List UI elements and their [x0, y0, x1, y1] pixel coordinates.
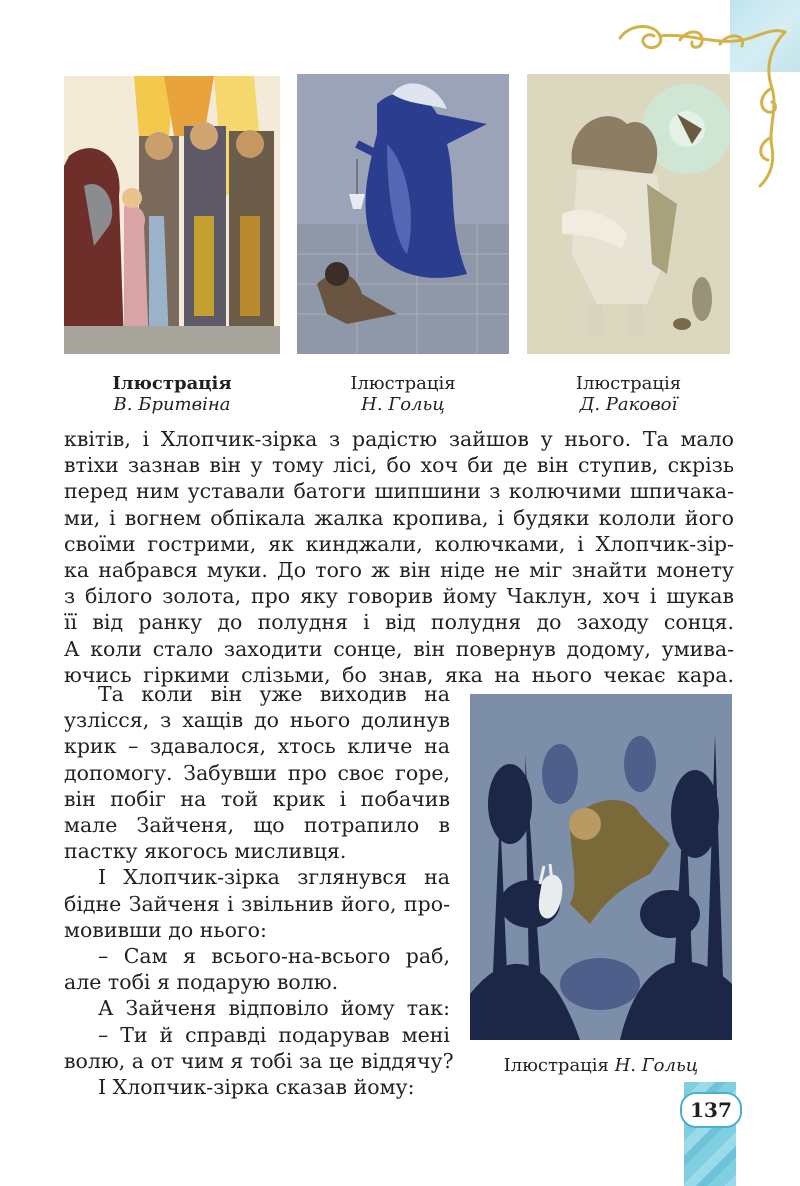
text-line: ючись гіркими слізьми, бо знав, яка на нього чекає кара.: [64, 662, 734, 687]
caption-author: Н. Гольц: [614, 1055, 699, 1076]
caption-author: Д. Ракової: [579, 394, 678, 415]
text-line: перед ним уставали батоги шипшини з колючими шпичака-: [64, 479, 734, 504]
text-line: крик – здавалося, хтось кличе на: [64, 734, 450, 759]
illustration-britvina: [64, 76, 280, 354]
caption-label: Ілюстрація: [350, 373, 456, 394]
text-line: І Хлопчик-зірка зглянувся на: [98, 865, 450, 890]
text-line: своїми гострими, як кинджали, колючками, і Хлопчик-зір-: [64, 531, 734, 556]
text-line: ми, і вогнем обпікала жалка кропива, і будяки кололи його: [64, 505, 734, 530]
text-line: допомогу. Забувши про своє горе,: [64, 760, 450, 785]
text-line: пастку якогось мисливця.: [64, 839, 347, 864]
story-column: [64, 681, 454, 1100]
text-line: А Зайченя відповіло йому так:: [98, 996, 450, 1021]
dialogue-line: – Сам я всього-на-всього раб,: [98, 944, 450, 969]
main-paragraph: [64, 426, 734, 688]
caption-author: В. Бритвіна: [113, 394, 231, 415]
text-line: Та коли він уже виходив на: [98, 682, 450, 706]
illustration-golts-1: [297, 74, 509, 354]
dialogue-line: – Ти й справді подарував мені: [98, 1022, 450, 1047]
page-number: 137: [680, 1092, 742, 1128]
illustration-golts-2: [470, 694, 732, 1040]
text-line: він побіг на той крик і побачив: [64, 786, 450, 811]
caption-illustration-3: [527, 373, 730, 415]
text-line: А коли стало заходити сонце, він повернув додому, умива-: [64, 636, 734, 661]
illustration-rakova: [527, 74, 730, 354]
text-line: волю, а от чим я тобі за це віддячу?: [64, 1048, 454, 1073]
text-line: квітів, і Хлопчик-зірка з радістю зайшов у нього. Та мало: [64, 427, 734, 451]
text-line: мале Зайченя, що потрапило в: [64, 813, 450, 838]
caption-label: Ілюстрація: [112, 373, 232, 394]
caption-illustration-4: [470, 1055, 732, 1076]
caption-author: Н. Гольц: [361, 394, 445, 415]
text-line: бідне Зайченя і звільнив його, про-: [64, 891, 450, 916]
text-line: мовивши до нього:: [64, 917, 267, 942]
caption-illustration-1: [64, 373, 280, 415]
caption-label: Ілюстрація: [503, 1055, 609, 1076]
text-line: узлісся, з хащів до нього долинув: [64, 708, 450, 733]
text-line: з білого золота, про яку говорив йому Чаклун, хоч і шукав: [64, 584, 734, 609]
caption-label: Ілюстрація: [575, 373, 682, 394]
text-line: ка набрався муки. До того ж він ніде не міг знайти монету: [64, 558, 734, 583]
caption-illustration-2: [297, 373, 509, 415]
text-line: але тобі я подарую волю.: [64, 970, 339, 995]
text-line: її від ранку до полудня і від полудня до заходу сонця.: [64, 610, 734, 635]
text-line: І Хлопчик-зірка сказав йому:: [98, 1075, 415, 1100]
text-line: втіхи зазнав він у тому лісі, бо хоч би де він ступив, скрізь: [64, 453, 734, 478]
